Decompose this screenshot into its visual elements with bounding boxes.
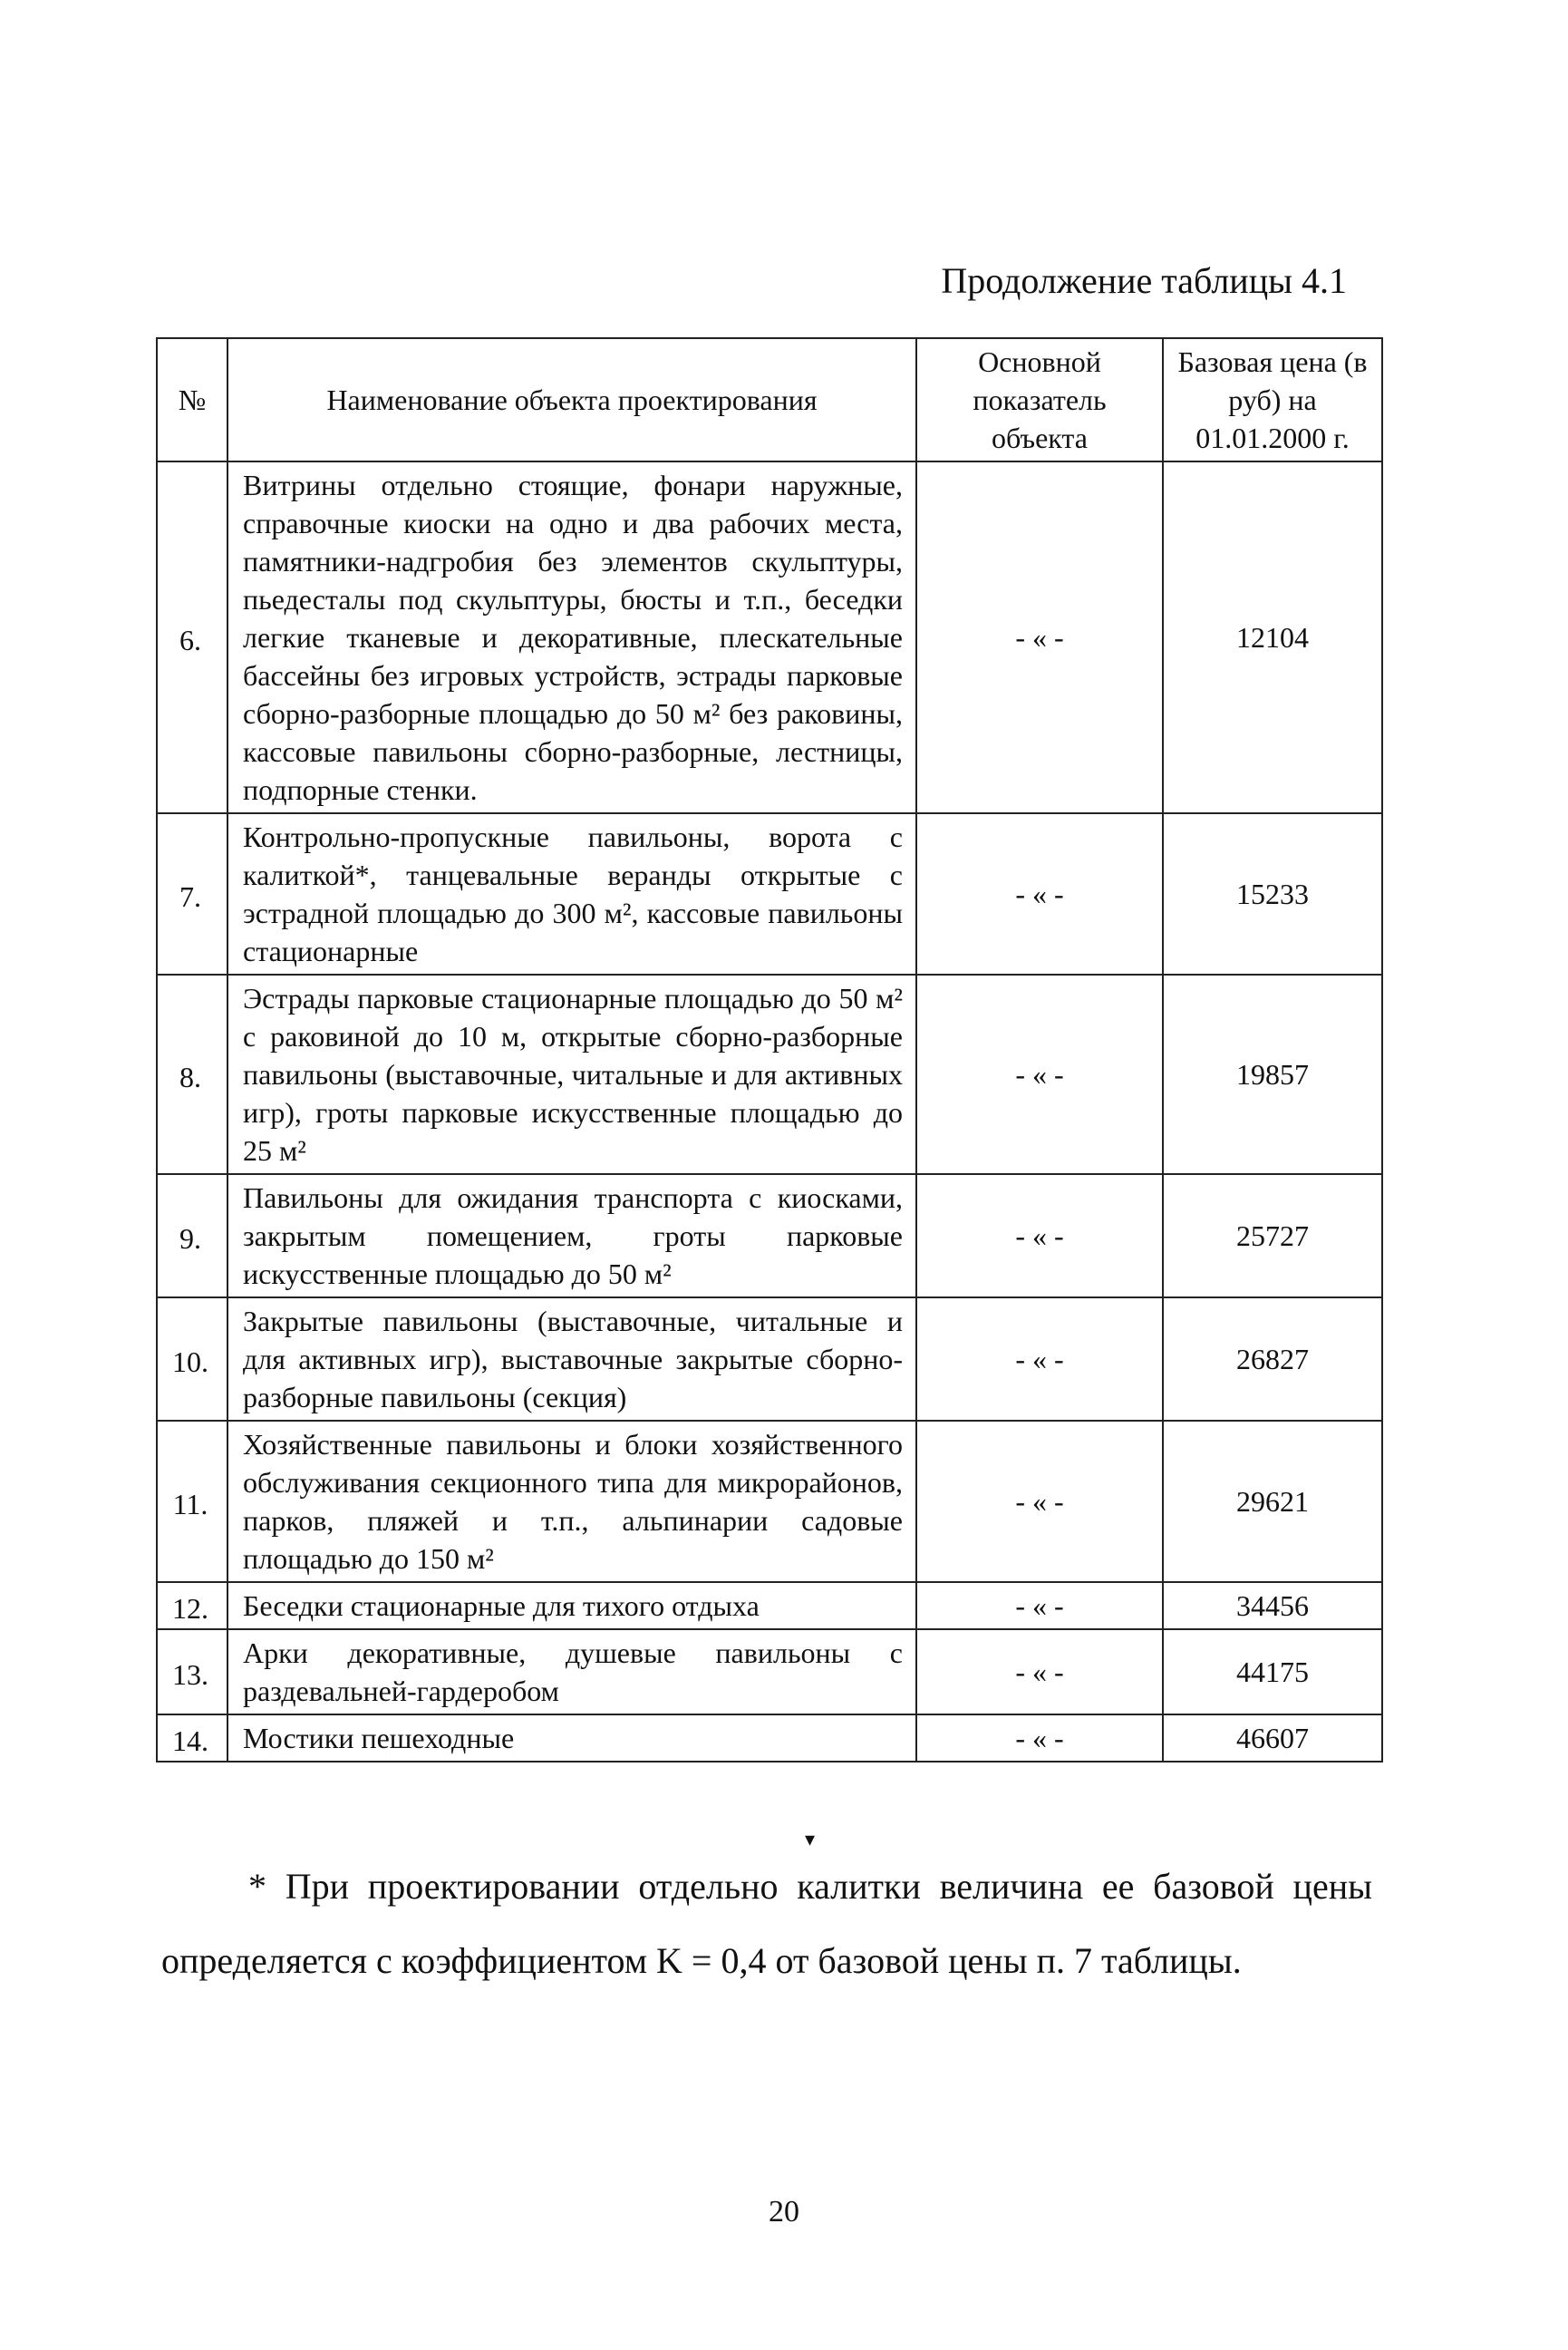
row-name: Эстрады парковые стационарные площадью до 50 м² с раковиной до 10 м, открытые сборно-разборные павильоны (выставочные, читальные и для активных игр), гроты парковые искусственные площадью до 25 м²: [227, 975, 916, 1174]
table-row: [157, 1629, 1382, 1714]
table-row: [157, 1714, 1382, 1762]
row-indicator: - « -: [916, 1629, 1163, 1714]
row-price: 46607: [1163, 1714, 1382, 1762]
row-price: 34456: [1163, 1582, 1382, 1629]
row-price: 19857: [1163, 975, 1382, 1174]
row-indicator: - « -: [916, 1582, 1163, 1629]
row-number: 9.: [157, 1174, 227, 1297]
header-price: Базовая цена (в руб) на 01.01.2000 г.: [1163, 338, 1382, 461]
row-price: 15233: [1163, 813, 1382, 975]
row-name: Беседки стационарные для тихого отдыха: [227, 1582, 916, 1629]
row-number: 12.: [157, 1582, 227, 1629]
row-indicator: - « -: [916, 461, 1163, 813]
table-row: [157, 461, 1382, 813]
row-name: Арки декоративные, душевые павильоны с раздевальней-гардеробом: [227, 1629, 916, 1714]
page-number: 20: [769, 2195, 799, 2229]
row-number: 14.: [157, 1714, 227, 1762]
table-row: [157, 1297, 1382, 1421]
stray-mark: ▾: [805, 1828, 816, 1850]
row-indicator: - « -: [916, 813, 1163, 975]
row-number: 13.: [157, 1629, 227, 1714]
row-price: 29621: [1163, 1421, 1382, 1582]
row-name: Мостики пешеходные: [227, 1714, 916, 1762]
table-row: [157, 1174, 1382, 1297]
row-number: 7.: [157, 813, 227, 975]
table-row: [157, 1421, 1382, 1582]
header-indicator: Основной показатель объекта: [916, 338, 1163, 461]
row-name: Контрольно-пропускные павильоны, ворота с калиткой*, танцевальные веранды открытые с эстрадной площадью до 300 м², кассовые павильоны стационарные: [227, 813, 916, 975]
table-caption: Продолжение таблицы 4.1: [941, 260, 1347, 301]
row-indicator: - « -: [916, 1714, 1163, 1762]
price-table: [156, 337, 1383, 1762]
table-row: [157, 975, 1382, 1174]
row-price: 25727: [1163, 1174, 1382, 1297]
header-name: Наименование объекта проектирования: [227, 338, 916, 461]
table-row: [157, 1582, 1382, 1629]
row-name: Павильоны для ожидания транспорта с киосками, закрытым помещением, гроты парковые искусственные площадью до 50 м²: [227, 1174, 916, 1297]
row-price: 12104: [1163, 461, 1382, 813]
row-number: 11.: [157, 1421, 227, 1582]
footnote: * При проектировании отдельно калитки величина ее базовой цены определяется с коэффициентом K = 0,4 от базовой цены п. 7 таблицы.: [161, 1866, 1372, 1981]
row-number: 8.: [157, 975, 227, 1174]
row-name: Закрытые павильоны (выставочные, читальные и для активных игр), выставочные закрытые сборно-разборные павильоны (секция): [227, 1297, 916, 1421]
row-number: 10.: [157, 1297, 227, 1421]
row-price: 44175: [1163, 1629, 1382, 1714]
row-price: 26827: [1163, 1297, 1382, 1421]
row-indicator: - « -: [916, 975, 1163, 1174]
table-row: [157, 813, 1382, 975]
header-number: №: [157, 338, 227, 461]
row-number: 6.: [157, 461, 227, 813]
row-name: Витрины отдельно стоящие, фонари наружные, справочные киоски на одно и два рабочих места, памятники-надгробия без элементов скульптуры, пьедесталы под скульптуры, бюсты и т.п., беседки легкие тканевые и декоративные, плескательные бассейны без игровых устройств, эстрады парковые сборно-разборные площадью до 50 м² без раковины, кассовые павильоны сборно-разборные, лестницы, подпорные стенки.: [227, 461, 916, 813]
row-indicator: - « -: [916, 1174, 1163, 1297]
row-name: Хозяйственные павильоны и блоки хозяйственного обслуживания секционного типа для микрорайонов, парков, пляжей и т.п., альпинарии садовые площадью до 150 м²: [227, 1421, 916, 1582]
row-indicator: - « -: [916, 1297, 1163, 1421]
row-indicator: - « -: [916, 1421, 1163, 1582]
table-header-row: [157, 338, 1382, 461]
